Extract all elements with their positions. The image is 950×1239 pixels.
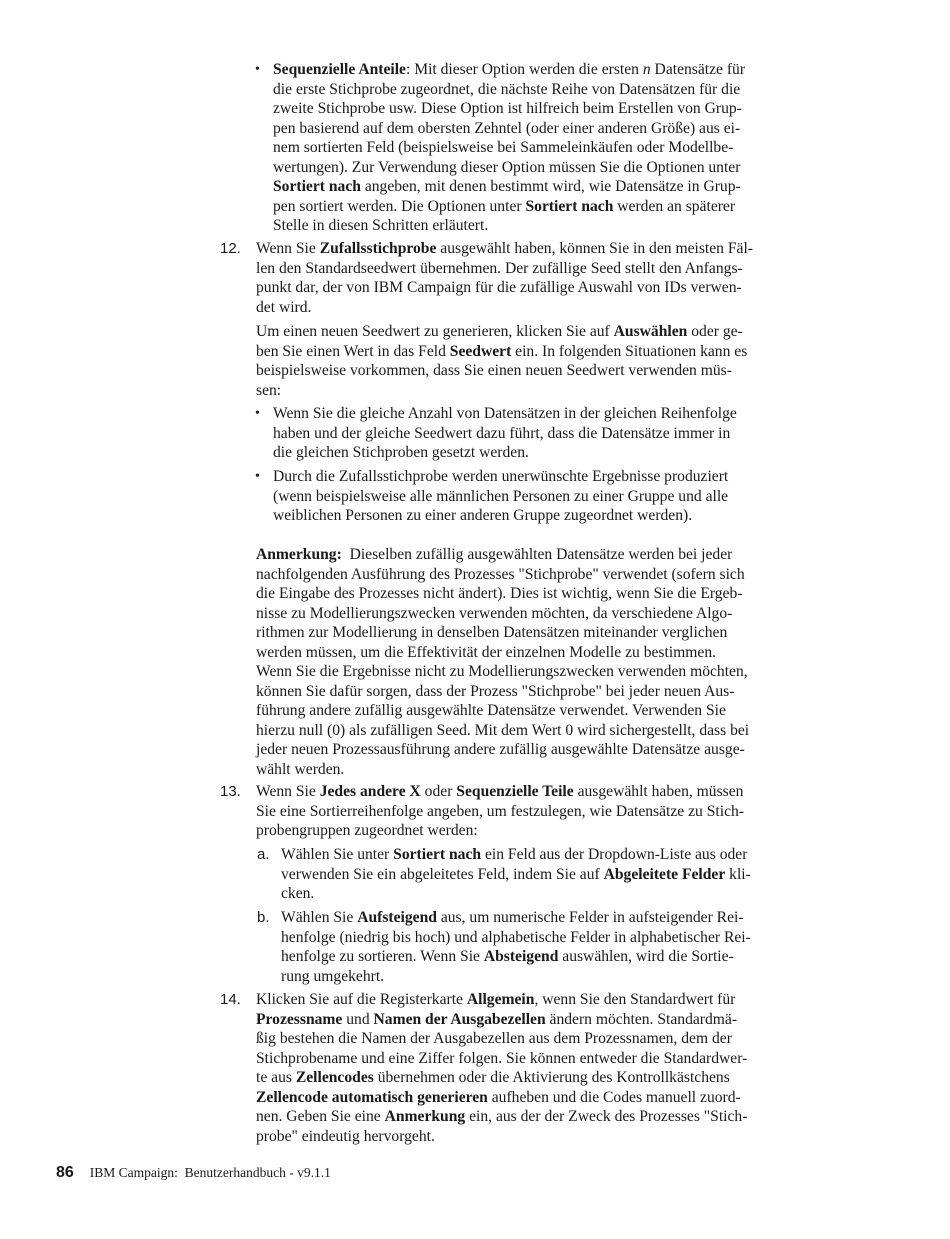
note-line: wählt werden. xyxy=(256,761,345,778)
text-line: te aus Zellencodes übernehmen oder die Aktivierung des Kontrollkästchens xyxy=(256,1069,730,1086)
text-line: wertungen). Zur Verwendung dieser Option müssen Sie die Optionen unter xyxy=(273,159,741,176)
text-line: Wenn Sie die gleiche Anzahl von Datensätzen in der gleichen Reihenfolge xyxy=(273,405,737,422)
note-line: Anmerkung: Dieselben zufällig ausgewählten Datensätze werden bei jeder xyxy=(256,546,733,563)
text-line: henfolge (niedrig bis hoch) und alphabetische Felder in alphabetischer Rei- xyxy=(281,929,751,946)
text-line: henfolge zu sortieren. Wenn Sie Absteigend auswählen, wird die Sortie- xyxy=(281,948,734,965)
text-line: Zellencode automatisch generieren aufheben und die Codes manuell zuord- xyxy=(256,1089,741,1106)
text-line: len den Standardseedwert übernehmen. Der zufällige Seed stellt den Anfangs- xyxy=(256,260,743,277)
text-line: det wird. xyxy=(256,299,312,316)
text-line: verwenden Sie ein abgeleitetes Feld, indem Sie auf Abgeleitete Felder kli- xyxy=(281,866,751,883)
text-line: nen. Geben Sie eine Anmerkung ein, aus der der Zweck des Prozesses "Stich- xyxy=(256,1108,748,1125)
text-line: sen: xyxy=(256,382,282,399)
note-line: können Sie dafür sorgen, dass der Prozess "Stichprobe" bei jeder neuen Aus- xyxy=(256,683,735,700)
text-line: Wenn Sie Jedes andere X oder Sequenzielle Teile ausgewählt haben, müssen xyxy=(256,783,744,800)
substep-label: b. xyxy=(257,909,270,926)
text-line: beispielsweise vorkommen, dass Sie einen neuen Seedwert verwenden müs- xyxy=(256,362,732,379)
note-line: führung andere zufällig ausgewählte Datensätze verwendet. Verwenden Sie xyxy=(256,702,726,719)
page-number: 86 xyxy=(56,1164,74,1181)
note-label: Anmerkung: xyxy=(256,546,342,563)
text-line: Sie eine Sortierreihenfolge angeben, um festzulegen, wie Datensätze zu Stich- xyxy=(256,803,744,820)
footer-title: IBM Campaign: Benutzerhandbuch - v9.1.1 xyxy=(89,1165,331,1180)
text-line: ben Sie einen Wert in das Feld Seedwert ein. In folgenden Situationen kann es xyxy=(256,343,748,360)
bullet-marker: • xyxy=(255,469,260,484)
note-line: die Eingabe des Prozesses nicht ändert). Dies ist wichtig, wenn Sie die Ergeb- xyxy=(256,585,743,602)
text-line: probe" eindeutig hervorgeht. xyxy=(256,1128,435,1145)
text-line: Stichprobename und eine Ziffer folgen. Sie können entweder die Standardwer- xyxy=(256,1050,748,1067)
text-line: weiblichen Personen zu einer anderen Gruppe zugeordnet werden). xyxy=(273,507,693,524)
text-line: Durch die Zufallsstichprobe werden unerwünschte Ergebnisse produziert xyxy=(273,468,729,485)
text-line: zweite Stichprobe usw. Diese Option ist hilfreich beim Erstellen von Grup- xyxy=(273,100,742,117)
text-line: Prozessname und Namen der Ausgabezellen ändern möchten. Standardmä- xyxy=(256,1011,738,1028)
text-line: pen sortiert werden. Die Optionen unter Sortiert nach werden an späterer xyxy=(273,198,736,215)
substep-label: a. xyxy=(257,846,270,863)
note-line: hierzu null (0) als zufälligen Seed. Mit dem Wert 0 wird sichergestellt, dass bei xyxy=(256,722,750,739)
text-line: Sequenzielle Anteile: Mit dieser Option werden die ersten n Datensätze für xyxy=(273,61,746,78)
step-number: 12. xyxy=(220,240,241,257)
note-line: nachfolgenden Ausführung des Prozesses "Stichprobe" verwendet (sofern sich xyxy=(256,566,745,583)
text-line: die erste Stichprobe zugeordnet, die nächste Reihe von Datensätzen für die xyxy=(273,81,741,98)
note-line: werden müssen, um die Effektivität der einzelnen Modelle zu bestimmen. xyxy=(256,644,717,661)
text-line: pen basierend auf dem obersten Zehntel (oder einer anderen Größe) aus ei- xyxy=(273,120,741,137)
text-line: Sortiert nach angeben, mit denen bestimmt wird, wie Datensätze in Grup- xyxy=(273,178,741,195)
text-line: cken. xyxy=(281,885,315,902)
text-line: rung umgekehrt. xyxy=(281,968,385,985)
text-line: Stelle in diesen Schritten erläutert. xyxy=(273,217,489,234)
note-line: nisse zu Modellierungszwecken verwenden möchten, da verschiedene Algo- xyxy=(256,605,733,622)
page-footer xyxy=(56,1163,331,1183)
text-line: Um einen neuen Seedwert zu generieren, klicken Sie auf Auswählen oder ge- xyxy=(256,323,743,340)
text-line: die gleichen Stichproben gesetzt werden. xyxy=(273,444,529,461)
text-line: ßig bestehen die Namen der Ausgabezellen aus dem Prozessnamen, dem der xyxy=(256,1030,732,1047)
step-number: 13. xyxy=(220,783,241,800)
text-line: haben und der gleiche Seedwert dazu führt, dass die Datensätze immer in xyxy=(273,425,731,442)
text-line: Wählen Sie unter Sortiert nach ein Feld aus der Dropdown-Liste aus oder xyxy=(281,846,748,863)
text-line: Wenn Sie Zufallsstichprobe ausgewählt haben, können Sie in den meisten Fäl- xyxy=(256,240,753,257)
bullet-marker: • xyxy=(255,406,260,421)
bullet-marker: • xyxy=(255,62,260,77)
text-line: Klicken Sie auf die Registerkarte Allgemein, wenn Sie den Standardwert für xyxy=(256,991,736,1008)
text-line: probengruppen zugeordnet werden: xyxy=(256,822,478,839)
note-line: Wenn Sie die Ergebnisse nicht zu Modellierungszwecken verwenden möchten, xyxy=(256,663,748,680)
text-line: nem sortierten Feld (beispielsweise bei Sammeleinkäufen oder Modellbe- xyxy=(273,139,734,156)
variable-n: n xyxy=(642,61,651,78)
note-line: rithmen zur Modellierung in denselben Datensätzen miteinander verglichen xyxy=(256,624,728,641)
step-number: 14. xyxy=(220,991,241,1008)
text-line: (wenn beispielsweise alle männlichen Personen zu einer Gruppe und alle xyxy=(273,488,729,505)
text-line: punkt dar, der von IBM Campaign für die zufällige Auswahl von IDs verwen- xyxy=(256,279,742,296)
note-line: jeder neuen Prozessausführung andere zufällig ausgewählte Datensätze ausge- xyxy=(256,741,745,758)
term-sequential-shares: Sequenzielle Anteile xyxy=(273,61,406,78)
text-line: Wählen Sie Aufsteigend aus, um numerische Felder in aufsteigender Rei- xyxy=(281,909,744,926)
